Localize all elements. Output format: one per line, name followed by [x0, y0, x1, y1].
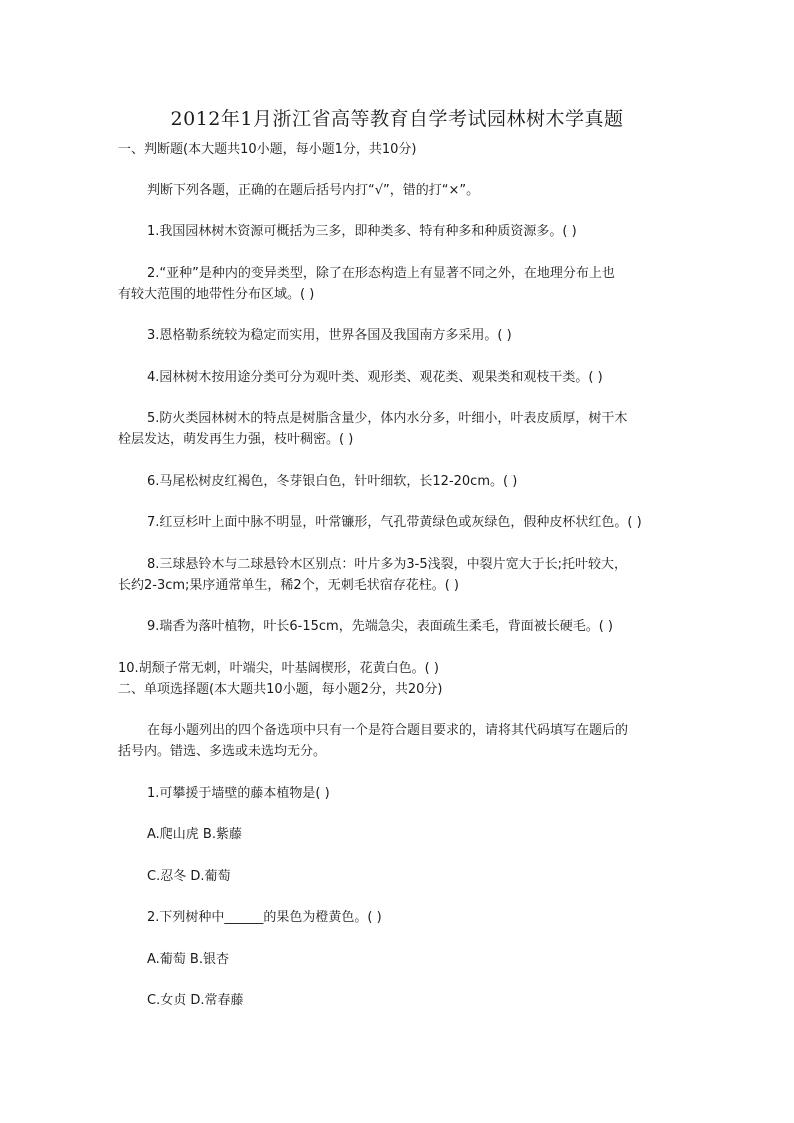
choice-question-2: 2.下列树种中______的果色为橙黄色。( ): [147, 910, 382, 925]
question-4: 4.园林树木按用途分类可分为观叶类、观形类、观花类、观果类和观枝干类。( ): [147, 370, 603, 385]
question-10: 10.胡颓子常无刺，叶端尖，叶基阔楔形，花黄白色。( ): [118, 661, 439, 676]
choice-question-2-options-ab: A.葡萄 B.银杏: [147, 952, 229, 967]
choice-question-2-options-cd: C.女贞 D.常春藤: [147, 993, 244, 1008]
question-6: 6.马尾松树皮红褐色，冬芽银白色，针叶细软，长12-20cm。( ): [147, 474, 518, 489]
question-9: 9.瑞香为落叶植物，叶长6-15cm，先端急尖，表面疏生柔毛，背面被长硬毛。( ): [147, 619, 613, 634]
question-5-line2: 栓层发达，萌发再生力强，枝叶稠密。( ): [118, 432, 354, 447]
choice-question-1-options-cd: C.忍冬 D.葡萄: [147, 869, 231, 884]
section2-heading: 二、单项选择题(本大题共10小题，每小题2分，共20分): [118, 682, 443, 697]
question-8-line1: 8.三球悬铃木与二球悬铃木区别点：叶片多为3-5浅裂，中裂片宽大于长;托叶较大，: [147, 557, 628, 572]
question-3: 3.恩格勒系统较为稳定而实用，世界各国及我国南方多采用。( ): [147, 328, 512, 343]
choice-question-1: 1.可攀援于墙壁的藤本植物是( ): [147, 786, 330, 801]
question-2-line1: 2.“亚种”是种内的变异类型，除了在形态构造上有显著不同之外，在地理分布上也: [147, 266, 615, 281]
section1-instruction: 判断下列各题，正确的在题后括号内打“√”，错的打“×”。: [147, 183, 480, 198]
page-title: 2012年1月浙江省高等教育自学考试园林树木学真题: [170, 108, 624, 130]
section1-heading: 一、判断题(本大题共10小题，每小题1分，共10分): [118, 142, 417, 157]
section2-instruction-line1: 在每小题列出的四个备选项中只有一个是符合题目要求的，请将其代码填写在题后的: [147, 723, 629, 738]
question-8-line2: 长约2-3cm;果序通常单生，稀2个，无刺毛状宿存花柱。( ): [118, 578, 459, 593]
question-1: 1.我国园林树木资源可概括为三多，即种类多、特有种多和种质资源多。( ): [147, 224, 577, 239]
question-7: 7.红豆杉叶上面中脉不明显，叶常镰形，气孔带黄绿色或灰绿色，假种皮杯状红色。( ): [147, 515, 642, 530]
question-2-line2: 有较大范围的地带性分布区域。( ): [118, 287, 315, 302]
question-5-line1: 5.防火类园林树木的特点是树脂含量少，体内水分多，叶细小，叶表皮质厚，树干木: [147, 411, 628, 426]
section2-instruction-line2: 括号内。错选、多选或未选均无分。: [118, 744, 327, 759]
choice-question-1-options-ab: A.爬山虎 B.紫藤: [147, 827, 242, 842]
